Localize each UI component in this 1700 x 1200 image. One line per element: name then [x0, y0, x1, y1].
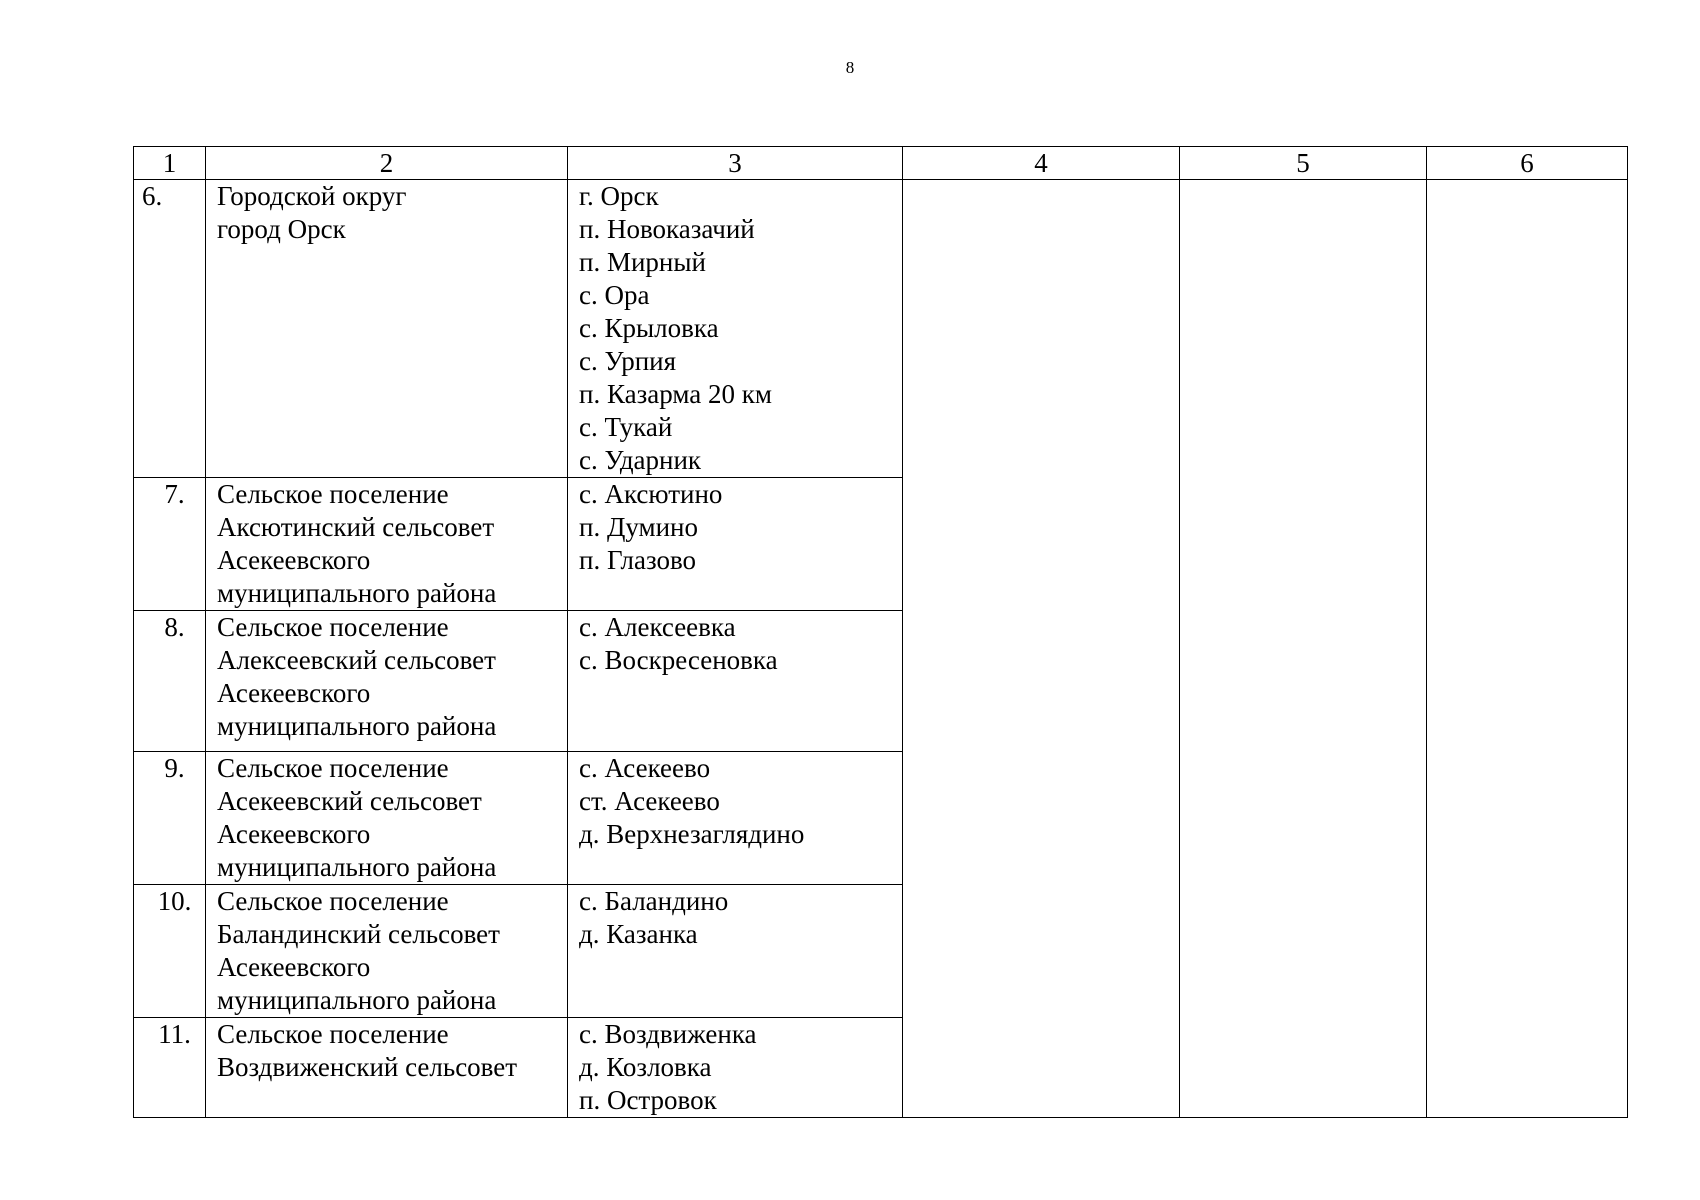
settlement-item: с. Ударник — [579, 445, 702, 475]
settlement-item: ст. Асекеево — [579, 786, 720, 816]
settlements-cell — [568, 611, 903, 752]
settlement-item: п. Островок — [579, 1085, 717, 1115]
municipality-name-line: Городской округ — [217, 181, 407, 211]
settlement-item: д. Верхнезаглядино — [579, 819, 805, 849]
settlements-cell — [568, 478, 903, 611]
municipality-name-line: муниципального района — [217, 985, 497, 1015]
settlement-item: д. Козловка — [579, 1052, 712, 1082]
row-number: 8. — [164, 612, 185, 642]
municipality-name-line: город Орск — [217, 214, 346, 244]
municipality-name-cell — [206, 611, 568, 752]
municipality-name-line: Сельское поселение — [217, 753, 449, 783]
municipality-name-line: Асекеевского — [217, 678, 371, 708]
settlements-table-container — [133, 146, 1627, 1118]
municipality-name-cell — [206, 885, 568, 1018]
settlements-cell — [568, 885, 903, 1018]
municipality-name-line: муниципального района — [217, 578, 497, 608]
municipality-name-cell — [206, 180, 568, 478]
row-number: 10. — [157, 886, 192, 916]
row-number-cell — [134, 885, 206, 1018]
municipality-name-line: Сельское поселение — [217, 1019, 449, 1049]
settlement-item: д. Казанка — [579, 919, 698, 949]
header-col-5: 5 — [1180, 147, 1427, 180]
header-col-6: 6 — [1427, 147, 1628, 180]
row-number: 11. — [158, 1019, 191, 1049]
header-col-4: 4 — [903, 147, 1180, 180]
settlement-item: п. Казарма 20 км — [579, 379, 772, 409]
header-col-1: 1 — [134, 147, 206, 180]
municipality-name-line: Баландинский сельсовет — [217, 919, 500, 949]
row-number: 7. — [164, 479, 185, 509]
settlement-item: с. Урпия — [579, 346, 677, 376]
municipality-name-line: Алексеевский сельсовет — [217, 645, 496, 675]
row-number-cell — [134, 478, 206, 611]
row-number-cell — [134, 752, 206, 885]
row-number-cell — [134, 1018, 206, 1118]
settlement-item: с. Алексеевка — [579, 612, 736, 642]
settlement-item: с. Аксютино — [579, 479, 723, 509]
settlement-item: с. Крыловка — [579, 313, 719, 343]
table-row — [134, 180, 1628, 478]
settlements-table — [133, 146, 1628, 1118]
municipality-name-line: Асекеевского — [217, 819, 371, 849]
settlement-item: п. Думино — [579, 512, 698, 542]
row-number-cell — [134, 180, 206, 478]
row-number: 6. — [142, 181, 163, 211]
column-6-cell — [1427, 180, 1628, 1118]
row-number-cell — [134, 611, 206, 752]
settlement-item: с. Тукай — [579, 412, 673, 442]
settlement-item: с. Воздвиженка — [579, 1019, 757, 1049]
header-row — [134, 147, 1628, 180]
municipality-name-line: муниципального района — [217, 852, 497, 882]
settlements-cell — [568, 752, 903, 885]
municipality-name-line: Сельское поселение — [217, 479, 449, 509]
municipality-name-line: Аксютинский сельсовет — [217, 512, 495, 542]
municipality-name-line: Асекеевский сельсовет — [217, 786, 482, 816]
column-5-cell — [1180, 180, 1427, 1118]
page-number: 8 — [845, 58, 855, 77]
settlements-cell — [568, 180, 903, 478]
municipality-name-line: Сельское поселение — [217, 612, 449, 642]
header-col-3: 3 — [568, 147, 903, 180]
settlement-item: с. Баландино — [579, 886, 729, 916]
settlement-item: п. Новоказачий — [579, 214, 755, 244]
municipality-name-line: Воздвиженский сельсовет — [217, 1052, 518, 1082]
municipality-name-line: Асекеевского — [217, 545, 371, 575]
settlement-item: с. Асекеево — [579, 753, 711, 783]
municipality-name-cell — [206, 1018, 568, 1118]
settlements-cell — [568, 1018, 903, 1118]
header-col-2: 2 — [206, 147, 568, 180]
settlement-item: п. Мирный — [579, 247, 706, 277]
settlement-item: п. Глазово — [579, 545, 697, 575]
settlement-item: г. Орск — [579, 181, 659, 211]
settlement-item: с. Воскресеновка — [579, 645, 778, 675]
municipality-name-cell — [206, 752, 568, 885]
municipality-name-line: Сельское поселение — [217, 886, 449, 916]
settlement-item: с. Ора — [579, 280, 650, 310]
row-number: 9. — [164, 753, 185, 783]
municipality-name-line: Асекеевского — [217, 952, 371, 982]
municipality-name-cell — [206, 478, 568, 611]
column-4-cell — [903, 180, 1180, 1118]
municipality-name-line: муниципального района — [217, 711, 497, 741]
